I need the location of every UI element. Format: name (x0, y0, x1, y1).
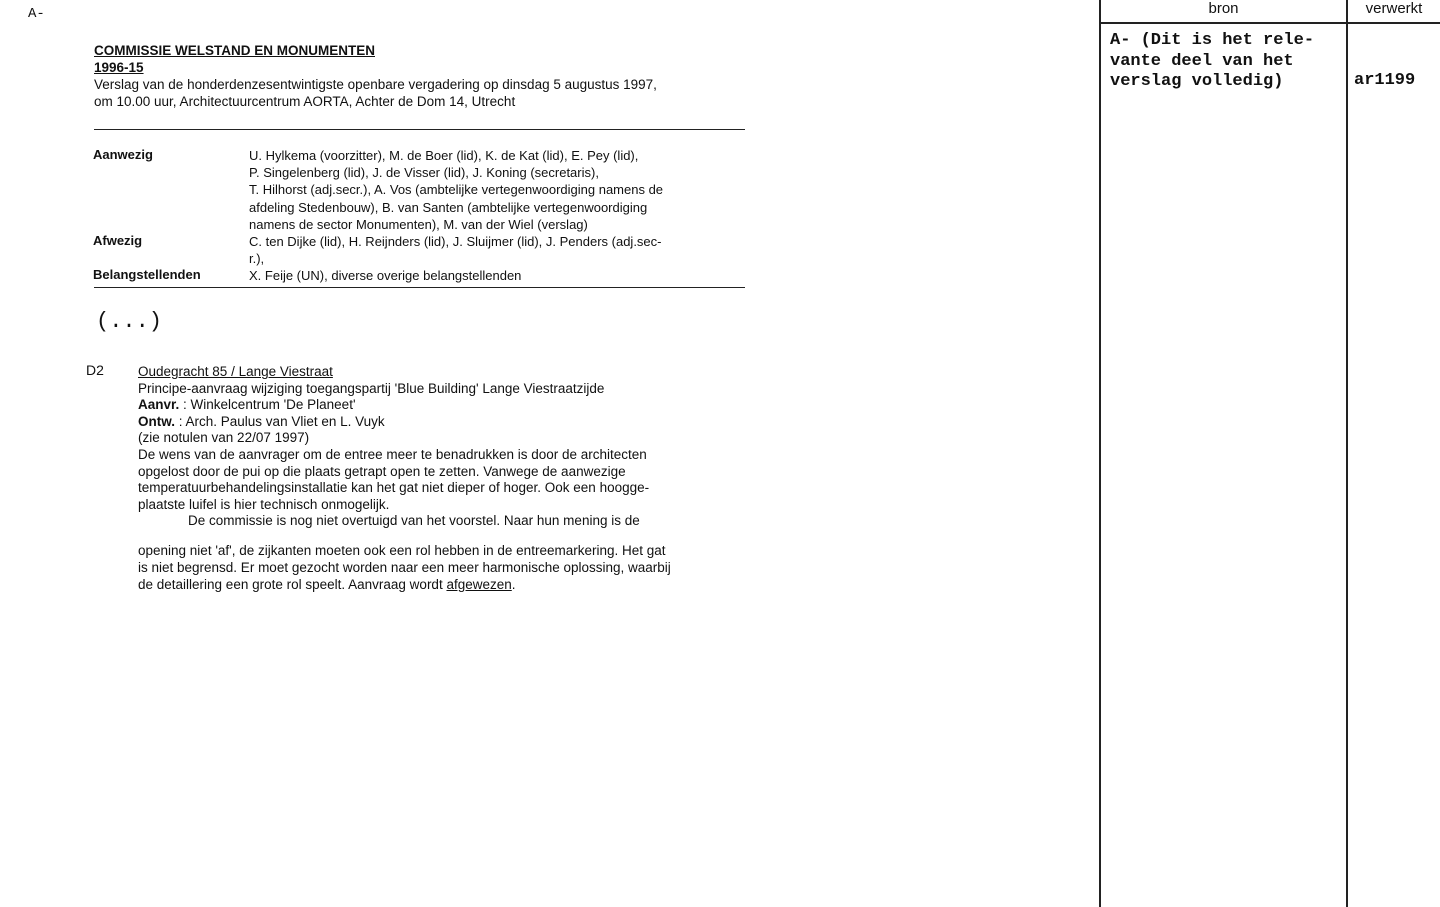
source-note-line: vante deel van het (1110, 51, 1294, 71)
margin-frame-header-rule (1099, 22, 1440, 24)
paragraph-line: De wens van de aanvrager om de entree meer te benadrukken is door de architecten (138, 446, 647, 462)
present-list (249, 147, 749, 233)
designer-row (138, 414, 758, 431)
present-line: P. Singelenberg (lid), J. de Visser (lid), J. Koning (secretaris), (249, 165, 599, 181)
item-subtitle: Principe-aanvraag wijziging toegangspartij 'Blue Building' Lange Viestraatzijde (138, 380, 605, 396)
omission-marker: (...) (96, 309, 163, 334)
paragraph-1 (138, 447, 758, 513)
meeting-description-line-1: Verslag van de honderdenzesentwintigste openbare vergadering op dinsdag 5 augustus 1997, (94, 77, 657, 92)
margin-frame-column-divider (1346, 0, 1348, 907)
paragraph-line: opgelost door de pui op die plaats getrapt open te zetten. Vanwege de aanwezige (138, 463, 626, 479)
designer-value: : Arch. Paulus van Vliet en L. Vuyk (178, 413, 385, 429)
applicant-value: : Winkelcentrum 'De Planeet' (183, 397, 356, 413)
present-label: Aanwezig (93, 147, 153, 162)
source-note-line: verslag volledig) (1110, 72, 1284, 91)
column-header-verwerkt: verwerkt (1365, 0, 1423, 17)
paragraph-line: is niet begrensd. Er moet gezocht worden naar een meer harmonische oplossing, waarbij (138, 559, 671, 575)
meeting-number: 1996-15 (94, 60, 144, 75)
processed-code: ar1199 (1354, 71, 1416, 90)
item-code: D2 (86, 362, 104, 378)
source-note-line: A- (Dit is het rele- (1110, 31, 1315, 50)
paragraph-last-line (138, 576, 758, 593)
absent-label: Afwezig (93, 233, 143, 248)
stakeholders-text: X. Feije (UN), diverse overige belangstellenden (249, 268, 522, 283)
paragraph-line: de detaillering een grote rol speelt. Aanvraag wordt (138, 576, 443, 592)
paragraph-line: temperatuurbehandelingsinstallatie kan het gat niet dieper of hoger. Ook een hoogge- (138, 480, 650, 496)
paragraph-line: plaatste luifel is hier technisch onmogelijk. (138, 496, 390, 512)
applicant-row (138, 397, 758, 414)
present-line: namens de sector Monumenten), M. van der Wiel (verslag) (249, 216, 588, 232)
committee-title: COMMISSIE WELSTAND EN MONUMENTEN (94, 43, 375, 58)
item-title: Oudegracht 85 / Lange Viestraat (138, 364, 333, 379)
decision: afgewezen (446, 576, 512, 592)
designer-label: Ontw. (138, 413, 175, 429)
present-line: U. Hylkema (voorzitter), M. de Boer (lid), K. de Kat (lid), E. Pey (lid), (249, 148, 639, 163)
document-header (94, 42, 754, 110)
applicant-label: Aanvr. (138, 397, 180, 413)
header-divider (94, 129, 745, 130)
attendance-divider (94, 287, 745, 288)
present-line: afdeling Stedenbouw), B. van Santen (ambtelijke vertegenwoordiging (249, 199, 648, 215)
absent-line: r.), (249, 251, 265, 267)
paragraph-2-first-line: De commissie is nog niet overtuigd van het voorstel. Naar hun mening is de (188, 513, 640, 529)
decision-end: . (511, 576, 516, 592)
agenda-item (138, 364, 758, 593)
stakeholders-label: Belangstellenden (93, 267, 201, 282)
source-note (1110, 31, 1340, 93)
absent-list (249, 233, 749, 267)
margin-frame-left-border (1099, 0, 1101, 907)
page-code: A- (28, 6, 45, 22)
item-note: (zie notulen van 22/07 1997) (138, 430, 310, 446)
absent-line: C. ten Dijke (lid), H. Reijnders (lid), J. Sluijmer (lid), J. Penders (adj.sec- (249, 234, 662, 249)
paragraph-2 (138, 542, 758, 593)
paragraph-line: opening niet 'af', de zijkanten moeten ook een rol hebben in de entreemarkering. Het gat (138, 542, 666, 558)
column-header-bron: bron (1208, 0, 1239, 17)
present-line: T. Hilhorst (adj.secr.), A. Vos (ambtelijke vertegenwoordiging namens de (249, 182, 664, 198)
meeting-description-line-2: om 10.00 uur, Architectuurcentrum AORTA, Achter de Dom 14, Utrecht (94, 94, 516, 109)
